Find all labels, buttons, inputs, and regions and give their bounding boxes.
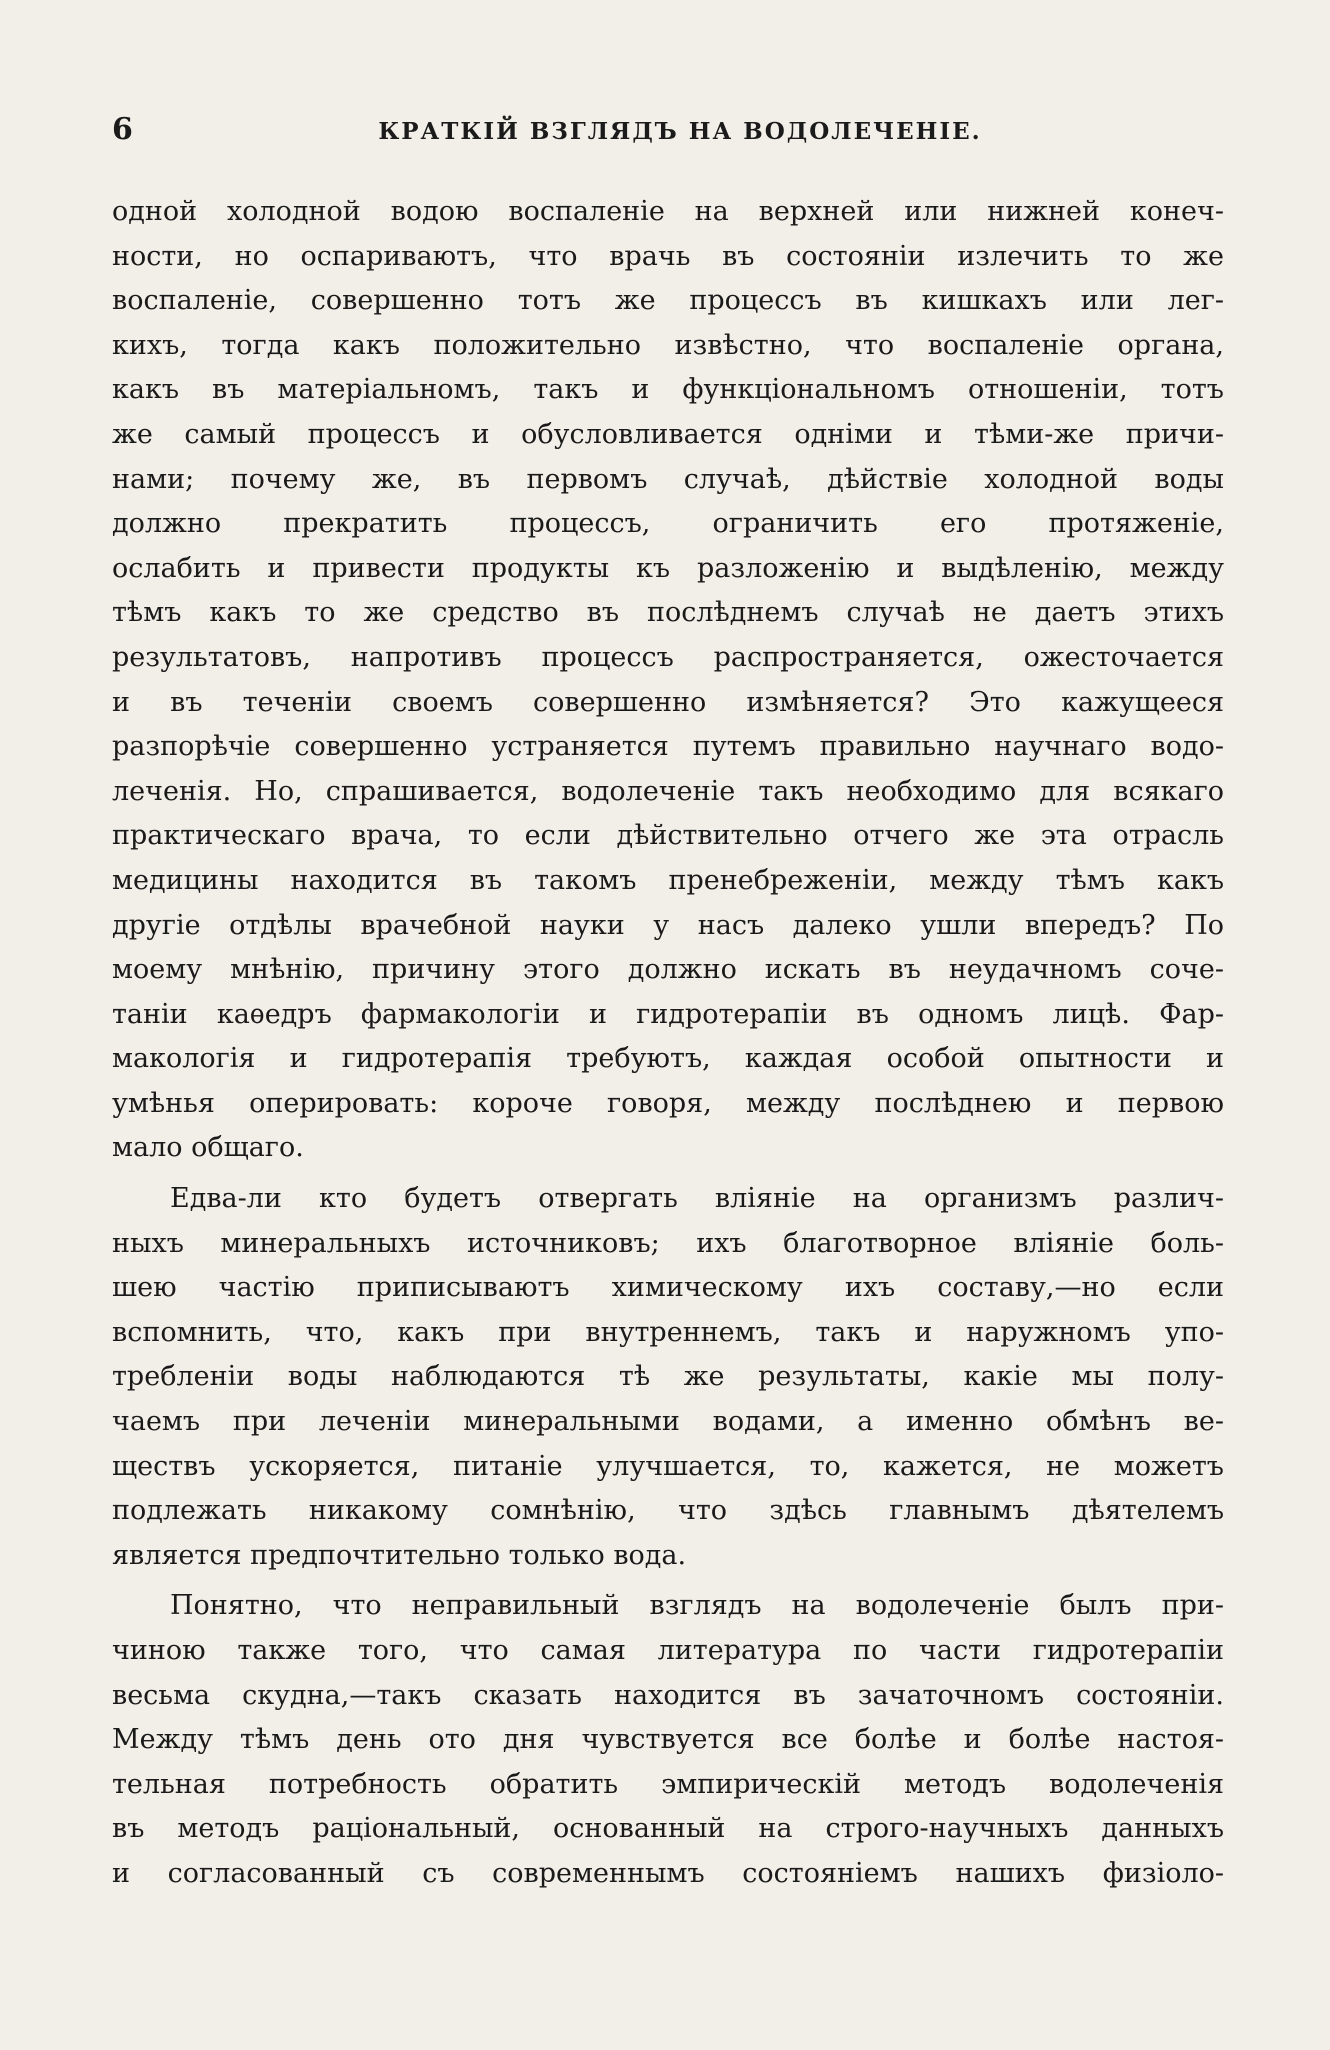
text-line: медицины находится въ такомъ пренебреженіи, между тѣмъ какъ (112, 864, 1224, 896)
text-line: умѣнья оперировать: короче говоря, между послѣднею и первою (112, 1087, 1224, 1119)
text-line: Едва-ли кто будетъ отвергать вліяніе на организмъ различ- (170, 1183, 1224, 1215)
text-line: подлежать никакому сомнѣнію, что здѣсь главнымъ дѣятелемъ (112, 1495, 1224, 1527)
page-number: 6 (112, 112, 133, 147)
text-line: Между тѣмъ день ото дня чувствуется все болѣе и болѣе настоя- (112, 1724, 1224, 1756)
text-line: нами; почему же, въ первомъ случаѣ, дѣйствіе холодной воды (112, 463, 1224, 495)
running-head: КРАТКІЙ ВЗГЛЯДЪ НА ВОДОЛЕЧЕНІЕ. (378, 118, 982, 145)
text-line: тѣмъ какъ то же средство въ послѣднемъ случаѣ не даетъ этихъ (112, 597, 1224, 629)
text-line: кихъ, тогда какъ положительно извѣстно, что воспаленіе органа, (112, 329, 1224, 361)
text-line: ности, но оспариваютъ, что врачь въ состояніи излечить то же (112, 240, 1224, 272)
text-line: одной холодной водою воспаленіе на верхней или нижней конеч- (112, 196, 1224, 227)
text-line: и согласованный съ современнымъ состояніемъ нашихъ физіоло- (112, 1857, 1224, 1889)
text-line: моему мнѣнію, причину этого должно искать въ неудачномъ соче- (112, 954, 1224, 986)
text-line: результатовъ, напротивъ процессъ распространяется, ожесточается (112, 641, 1224, 673)
text-line: въ методъ раціональный, основанный на строго-научныхъ данныхъ (112, 1813, 1224, 1845)
paragraph (112, 1584, 1224, 1896)
text-line: тельная потребность обратить эмпирическій методъ водолеченія (112, 1768, 1224, 1800)
body-text (112, 190, 1224, 1897)
text-line: мало общаго. (112, 1132, 304, 1164)
paragraph (112, 190, 1224, 1171)
paragraph (112, 1177, 1224, 1578)
text-line: практическаго врача, то если дѣйствительно отчего же эта отрасль (112, 820, 1224, 852)
text-line: ослабить и привести продукты къ разложенію и выдѣленію, между (112, 552, 1224, 584)
text-line: требленіи воды наблюдаются тѣ же результаты, какіе мы полу- (112, 1361, 1224, 1393)
page-header (112, 112, 1224, 152)
text-line: таніи каѳедръ фармакологіи и гидротерапіи въ одномъ лицѣ. Фар- (112, 998, 1224, 1030)
text-line: является предпочтительно только вода. (112, 1539, 687, 1571)
text-line: же самый процессъ и обусловливается одніми и тѣми-же причи- (112, 418, 1224, 450)
text-line: какъ въ матеріальномъ, такъ и функціональномъ отношеніи, тотъ (112, 374, 1224, 406)
text-line: другіе отдѣлы врачебной науки у насъ далеко ушли впередъ? По (112, 909, 1224, 941)
text-line: леченія. Но, спрашивается, водолеченіе такъ необходимо для всякаго (112, 775, 1224, 807)
text-line: макологія и гидротерапія требуютъ, каждая особой опытности и (112, 1043, 1224, 1075)
text-line: весьма скудна,—такъ сказать находится въ зачаточномъ состояніи. (112, 1679, 1224, 1711)
text-line: шею частію приписываютъ химическому ихъ составу,—но если (112, 1272, 1224, 1304)
text-line: и въ теченіи своемъ совершенно измѣняется? Это кажущееся (112, 686, 1224, 718)
text-line: ществъ ускоряется, питаніе улучшается, то, кажется, не можетъ (112, 1450, 1224, 1482)
text-line: чаемъ при леченіи минеральными водами, а именно обмѣнъ ве- (112, 1406, 1224, 1438)
text-line: Понятно, что неправильный взглядъ на водолеченіе былъ при- (170, 1590, 1224, 1622)
text-line: разпорѣчіе совершенно устраняется путемъ правильно научнаго водо- (112, 731, 1224, 763)
text-line: воспаленіе, совершенно тотъ же процессъ въ кишкахъ или лег- (112, 285, 1224, 317)
text-line: вспомнить, что, какъ при внутреннемъ, такъ и наружномъ упо- (112, 1316, 1224, 1348)
text-line: чиною также того, что самая литература по части гидротерапіи (112, 1635, 1224, 1666)
text-line: должно прекратить процессъ, ограничить его протяженіе, (112, 508, 1224, 540)
text-line: ныхъ минеральныхъ источниковъ; ихъ благотворное вліяніе боль- (112, 1227, 1224, 1259)
